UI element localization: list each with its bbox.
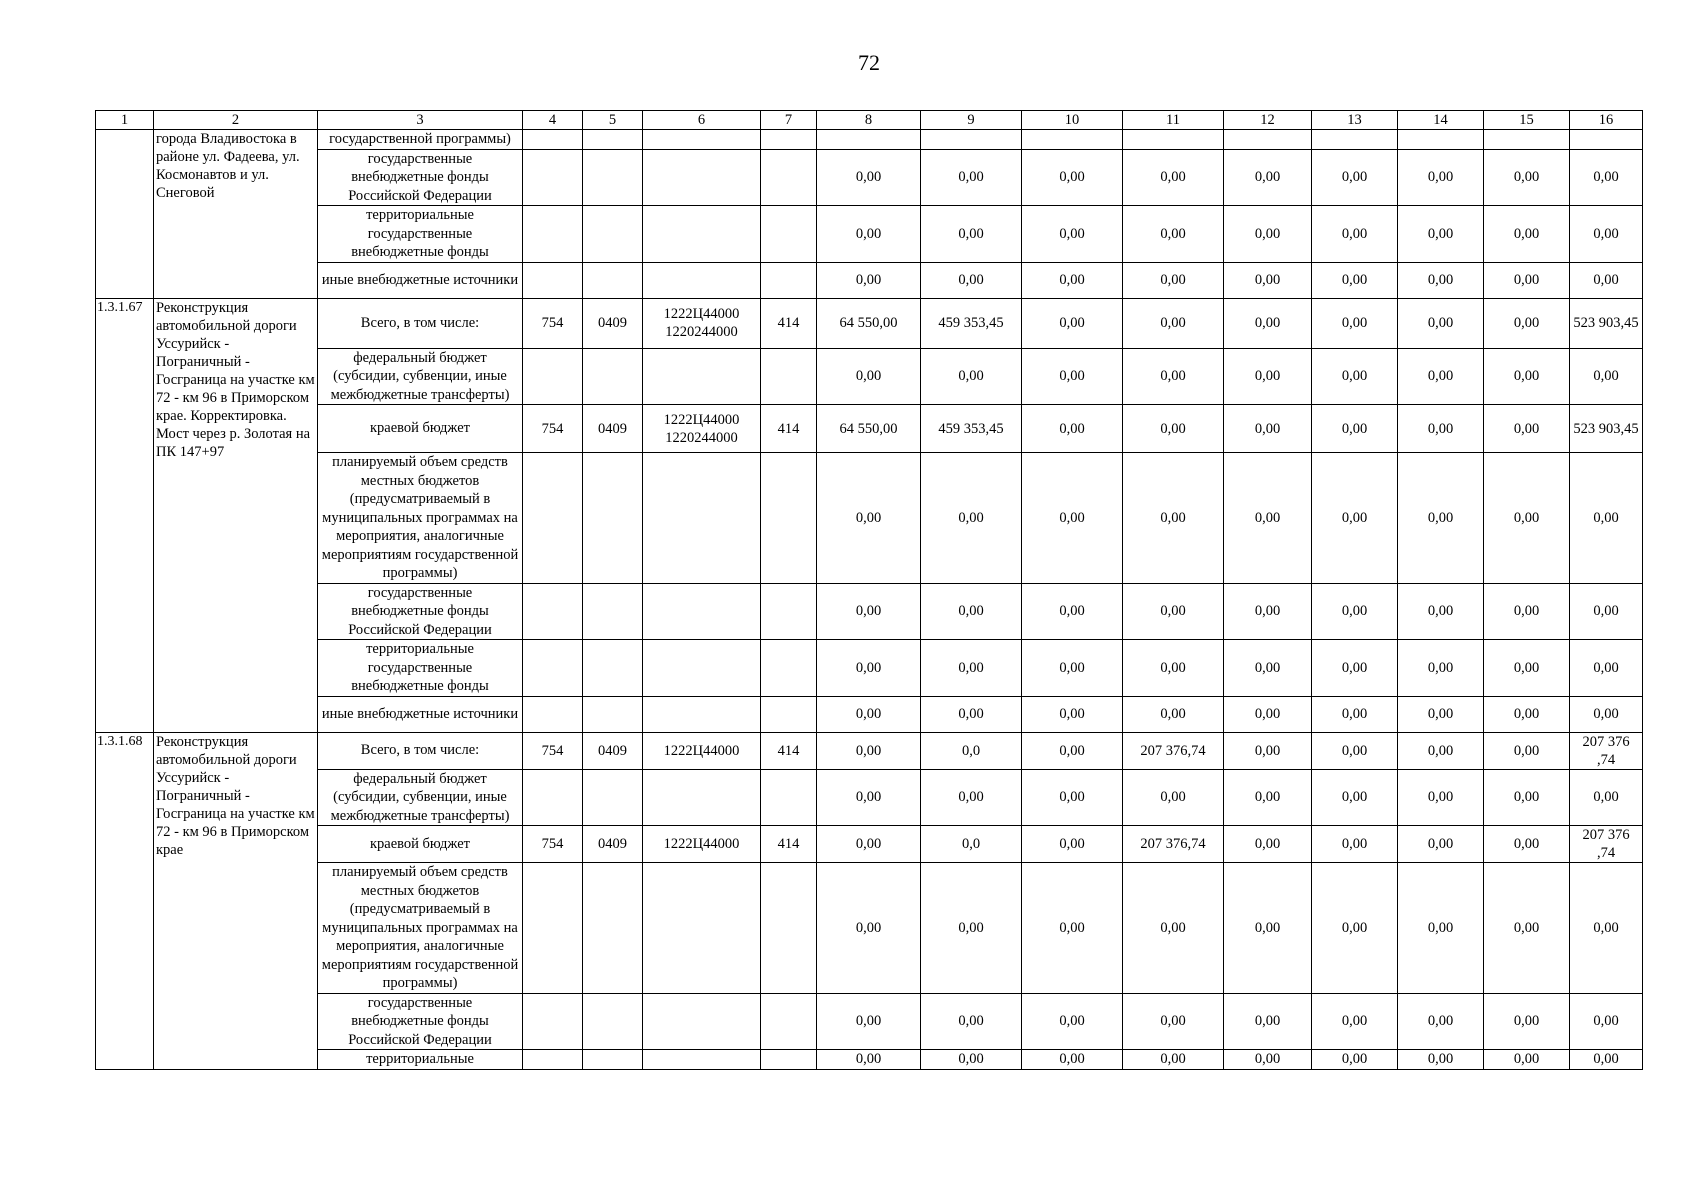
value-col-11: 0,00 (1123, 769, 1224, 826)
value-col-9 (921, 130, 1022, 150)
target-article-code (643, 993, 761, 1050)
value-col-13: 0,00 (1312, 826, 1398, 863)
target-article-code (643, 262, 761, 298)
expense-type-code: 414 (761, 732, 817, 769)
value-col-13 (1312, 130, 1398, 150)
value-col-9: 0,00 (921, 262, 1022, 298)
grbs-code (523, 262, 583, 298)
expense-type-code (761, 348, 817, 405)
value-col-14: 0,00 (1398, 453, 1484, 584)
value-col-11: 0,00 (1123, 640, 1224, 697)
value-col-11 (1123, 130, 1224, 150)
value-col-10: 0,00 (1022, 262, 1123, 298)
target-article-code (643, 130, 761, 150)
value-col-10: 0,00 (1022, 583, 1123, 640)
column-number-12: 12 (1224, 111, 1312, 130)
value-col-15: 0,00 (1484, 1050, 1570, 1070)
table-body (96, 111, 1643, 1070)
value-col-8: 0,00 (817, 1050, 921, 1070)
value-col-16: 207 376 ,74 (1570, 826, 1643, 863)
value-col-10: 0,00 (1022, 206, 1123, 263)
value-col-10: 0,00 (1022, 1050, 1123, 1070)
value-col-14: 0,00 (1398, 405, 1484, 453)
value-col-13: 0,00 (1312, 696, 1398, 732)
funding-source: территориальные государственные внебюджетные фонды (318, 206, 523, 263)
table-row (96, 130, 1643, 150)
target-article-code (643, 583, 761, 640)
target-article-code: 1222Ц44000 1220244000 (643, 298, 761, 348)
value-col-10: 0,00 (1022, 863, 1123, 994)
value-col-13: 0,00 (1312, 1050, 1398, 1070)
value-col-8: 64 550,00 (817, 405, 921, 453)
grbs-code (523, 149, 583, 206)
value-col-14: 0,00 (1398, 826, 1484, 863)
value-col-12: 0,00 (1224, 1050, 1312, 1070)
value-col-8: 0,00 (817, 640, 921, 697)
funding-source: краевой бюджет (318, 405, 523, 453)
value-col-12: 0,00 (1224, 149, 1312, 206)
column-number-9: 9 (921, 111, 1022, 130)
grbs-code (523, 130, 583, 150)
section-code: 0409 (583, 405, 643, 453)
value-col-8: 0,00 (817, 206, 921, 263)
value-col-11: 0,00 (1123, 206, 1224, 263)
target-article-code (643, 696, 761, 732)
value-col-9: 0,00 (921, 453, 1022, 584)
section-code (583, 696, 643, 732)
column-number-13: 13 (1312, 111, 1398, 130)
value-col-16: 0,00 (1570, 348, 1643, 405)
grbs-code (523, 453, 583, 584)
value-col-9: 459 353,45 (921, 298, 1022, 348)
value-col-12: 0,00 (1224, 732, 1312, 769)
target-article-code: 1222Ц44000 1220244000 (643, 405, 761, 453)
column-number-16: 16 (1570, 111, 1643, 130)
grbs-code (523, 583, 583, 640)
value-col-15: 0,00 (1484, 696, 1570, 732)
value-col-11: 0,00 (1123, 405, 1224, 453)
expense-type-code (761, 993, 817, 1050)
header-row (96, 111, 1643, 130)
column-number-5: 5 (583, 111, 643, 130)
grbs-code (523, 348, 583, 405)
value-col-12: 0,00 (1224, 696, 1312, 732)
value-col-9: 0,00 (921, 769, 1022, 826)
table-row (96, 583, 1643, 640)
value-col-15: 0,00 (1484, 993, 1570, 1050)
value-col-14: 0,00 (1398, 640, 1484, 697)
item-id: 1.3.1.68 (96, 732, 154, 1069)
value-col-9: 0,00 (921, 993, 1022, 1050)
value-col-11: 207 376,74 (1123, 732, 1224, 769)
value-col-9: 0,00 (921, 1050, 1022, 1070)
expense-type-code (761, 640, 817, 697)
value-col-13: 0,00 (1312, 453, 1398, 584)
funding-source: краевой бюджет (318, 826, 523, 863)
value-col-8: 0,00 (817, 993, 921, 1050)
item-id: 1.3.1.67 (96, 298, 154, 732)
value-col-10: 0,00 (1022, 298, 1123, 348)
table-row (96, 298, 1643, 348)
section-code (583, 993, 643, 1050)
value-col-13: 0,00 (1312, 640, 1398, 697)
target-article-code (643, 348, 761, 405)
expense-type-code (761, 206, 817, 263)
value-col-12: 0,00 (1224, 405, 1312, 453)
funding-source: иные внебюджетные источники (318, 696, 523, 732)
value-col-8: 0,00 (817, 696, 921, 732)
value-col-12: 0,00 (1224, 769, 1312, 826)
section-code (583, 262, 643, 298)
grbs-code: 754 (523, 405, 583, 453)
value-col-9: 0,00 (921, 149, 1022, 206)
value-col-11: 0,00 (1123, 863, 1224, 994)
column-number-3: 3 (318, 111, 523, 130)
value-col-15: 0,00 (1484, 453, 1570, 584)
column-number-2: 2 (154, 111, 318, 130)
item-id (96, 130, 154, 299)
value-col-16: 0,00 (1570, 583, 1643, 640)
funding-source: планируемый объем средств местных бюджетов (предусматриваемый в муниципальных программах на мероприятия, аналогичные мероприятиям государственной программы) (318, 863, 523, 994)
expense-type-code (761, 453, 817, 584)
value-col-11: 0,00 (1123, 696, 1224, 732)
funding-source: федеральный бюджет (субсидии, субвенции, иные межбюджетные трансферты) (318, 769, 523, 826)
section-code (583, 130, 643, 150)
column-number-4: 4 (523, 111, 583, 130)
target-article-code (643, 769, 761, 826)
section-code (583, 453, 643, 584)
value-col-10: 0,00 (1022, 149, 1123, 206)
grbs-code (523, 769, 583, 826)
value-col-9: 0,00 (921, 348, 1022, 405)
expense-type-code (761, 1050, 817, 1070)
table-row (96, 348, 1643, 405)
value-col-10: 0,00 (1022, 993, 1123, 1050)
value-col-11: 0,00 (1123, 298, 1224, 348)
value-col-14 (1398, 130, 1484, 150)
value-col-15: 0,00 (1484, 863, 1570, 994)
target-article-code: 1222Ц44000 (643, 826, 761, 863)
table-row (96, 826, 1643, 863)
section-code (583, 583, 643, 640)
value-col-8: 0,00 (817, 453, 921, 584)
value-col-16: 0,00 (1570, 149, 1643, 206)
value-col-15: 0,00 (1484, 640, 1570, 697)
value-col-16: 0,00 (1570, 993, 1643, 1050)
value-col-9: 0,00 (921, 863, 1022, 994)
value-col-12 (1224, 130, 1312, 150)
value-col-9: 0,0 (921, 826, 1022, 863)
value-col-8: 0,00 (817, 348, 921, 405)
expense-type-code (761, 696, 817, 732)
column-number-1: 1 (96, 111, 154, 130)
value-col-16: 0,00 (1570, 769, 1643, 826)
section-code: 0409 (583, 826, 643, 863)
value-col-14: 0,00 (1398, 206, 1484, 263)
grbs-code (523, 863, 583, 994)
grbs-code: 754 (523, 826, 583, 863)
column-number-8: 8 (817, 111, 921, 130)
table-row (96, 206, 1643, 263)
target-article-code: 1222Ц44000 (643, 732, 761, 769)
value-col-12: 0,00 (1224, 640, 1312, 697)
expense-type-code (761, 769, 817, 826)
target-article-code (643, 149, 761, 206)
value-col-13: 0,00 (1312, 769, 1398, 826)
value-col-14: 0,00 (1398, 583, 1484, 640)
value-col-11: 0,00 (1123, 993, 1224, 1050)
value-col-10: 0,00 (1022, 453, 1123, 584)
table-row (96, 863, 1643, 994)
funding-source: федеральный бюджет (субсидии, субвенции, иные межбюджетные трансферты) (318, 348, 523, 405)
value-col-16: 0,00 (1570, 206, 1643, 263)
value-col-15: 0,00 (1484, 826, 1570, 863)
table-row (96, 405, 1643, 453)
section-code (583, 640, 643, 697)
value-col-12: 0,00 (1224, 453, 1312, 584)
value-col-10: 0,00 (1022, 696, 1123, 732)
value-col-10: 0,00 (1022, 348, 1123, 405)
value-col-8: 0,00 (817, 732, 921, 769)
target-article-code (643, 640, 761, 697)
value-col-16: 207 376 ,74 (1570, 732, 1643, 769)
target-article-code (643, 1050, 761, 1070)
value-col-15: 0,00 (1484, 405, 1570, 453)
value-col-16: 523 903,45 (1570, 405, 1643, 453)
value-col-14: 0,00 (1398, 149, 1484, 206)
value-col-16: 0,00 (1570, 1050, 1643, 1070)
funding-source: Всего, в том числе: (318, 732, 523, 769)
expense-type-code: 414 (761, 405, 817, 453)
value-col-13: 0,00 (1312, 583, 1398, 640)
value-col-12: 0,00 (1224, 993, 1312, 1050)
grbs-code (523, 1050, 583, 1070)
funding-source: государственные внебюджетные фонды Российской Федерации (318, 993, 523, 1050)
value-col-15: 0,00 (1484, 583, 1570, 640)
value-col-8: 0,00 (817, 863, 921, 994)
funding-source: иные внебюджетные источники (318, 262, 523, 298)
value-col-9: 0,00 (921, 206, 1022, 263)
item-name: города Владивостока в районе ул. Фадеева, ул. Космонавтов и ул. Снеговой (154, 130, 318, 299)
table-row (96, 149, 1643, 206)
value-col-10: 0,00 (1022, 769, 1123, 826)
value-col-9: 0,0 (921, 732, 1022, 769)
value-col-12: 0,00 (1224, 298, 1312, 348)
value-col-12: 0,00 (1224, 863, 1312, 994)
value-col-12: 0,00 (1224, 348, 1312, 405)
value-col-14: 0,00 (1398, 732, 1484, 769)
value-col-9: 0,00 (921, 583, 1022, 640)
item-name: Реконструкция автомобильной дороги Уссурийск - Пограничный - Госграница на участке км 72 - км 96 в Приморском крае (154, 732, 318, 1069)
section-code (583, 149, 643, 206)
table-row (96, 993, 1643, 1050)
table-row (96, 696, 1643, 732)
grbs-code (523, 696, 583, 732)
value-col-12: 0,00 (1224, 206, 1312, 263)
value-col-13: 0,00 (1312, 262, 1398, 298)
value-col-8: 0,00 (817, 149, 921, 206)
value-col-11: 0,00 (1123, 262, 1224, 298)
value-col-8: 0,00 (817, 262, 921, 298)
item-name: Реконструкция автомобильной дороги Уссурийск - Пограничный - Госграница на участке км 72 - км 96 в Приморском крае. Корректировка. Мост через р. Золотая на ПК 147+97 (154, 298, 318, 732)
section-code (583, 348, 643, 405)
value-col-13: 0,00 (1312, 405, 1398, 453)
value-col-15: 0,00 (1484, 348, 1570, 405)
value-col-14: 0,00 (1398, 863, 1484, 994)
value-col-10: 0,00 (1022, 640, 1123, 697)
value-col-15: 0,00 (1484, 769, 1570, 826)
value-col-16: 0,00 (1570, 640, 1643, 697)
funding-source: государственные внебюджетные фонды Российской Федерации (318, 149, 523, 206)
section-code (583, 1050, 643, 1070)
value-col-15: 0,00 (1484, 298, 1570, 348)
value-col-12: 0,00 (1224, 262, 1312, 298)
value-col-16: 523 903,45 (1570, 298, 1643, 348)
value-col-9: 0,00 (921, 640, 1022, 697)
value-col-8: 0,00 (817, 769, 921, 826)
value-col-10: 0,00 (1022, 405, 1123, 453)
table-row (96, 769, 1643, 826)
column-number-6: 6 (643, 111, 761, 130)
target-article-code (643, 863, 761, 994)
table-row (96, 1050, 1643, 1070)
value-col-15: 0,00 (1484, 149, 1570, 206)
section-code: 0409 (583, 732, 643, 769)
column-number-15: 15 (1484, 111, 1570, 130)
value-col-13: 0,00 (1312, 298, 1398, 348)
value-col-14: 0,00 (1398, 348, 1484, 405)
target-article-code (643, 206, 761, 263)
value-col-13: 0,00 (1312, 863, 1398, 994)
value-col-10: 0,00 (1022, 732, 1123, 769)
value-col-14: 0,00 (1398, 993, 1484, 1050)
value-col-13: 0,00 (1312, 732, 1398, 769)
value-col-9: 0,00 (921, 696, 1022, 732)
table-row (96, 262, 1643, 298)
table-row (96, 453, 1643, 584)
grbs-code (523, 206, 583, 263)
grbs-code: 754 (523, 298, 583, 348)
value-col-15: 0,00 (1484, 262, 1570, 298)
value-col-13: 0,00 (1312, 993, 1398, 1050)
grbs-code: 754 (523, 732, 583, 769)
column-number-11: 11 (1123, 111, 1224, 130)
value-col-8 (817, 130, 921, 150)
value-col-16: 0,00 (1570, 863, 1643, 994)
expense-type-code (761, 262, 817, 298)
value-col-11: 0,00 (1123, 1050, 1224, 1070)
value-col-13: 0,00 (1312, 348, 1398, 405)
funding-source: государственной программы) (318, 130, 523, 150)
expense-type-code (761, 583, 817, 640)
funding-source: Всего, в том числе: (318, 298, 523, 348)
value-col-11: 207 376,74 (1123, 826, 1224, 863)
value-col-14: 0,00 (1398, 1050, 1484, 1070)
value-col-9: 459 353,45 (921, 405, 1022, 453)
value-col-11: 0,00 (1123, 348, 1224, 405)
value-col-16 (1570, 130, 1643, 150)
value-col-14: 0,00 (1398, 769, 1484, 826)
grbs-code (523, 993, 583, 1050)
column-number-14: 14 (1398, 111, 1484, 130)
value-col-8: 0,00 (817, 826, 921, 863)
value-col-13: 0,00 (1312, 206, 1398, 263)
expense-type-code (761, 863, 817, 994)
target-article-code (643, 453, 761, 584)
section-code (583, 206, 643, 263)
value-col-12: 0,00 (1224, 583, 1312, 640)
column-number-10: 10 (1022, 111, 1123, 130)
value-col-10: 0,00 (1022, 826, 1123, 863)
value-col-8: 0,00 (817, 583, 921, 640)
funding-source: территориальные (318, 1050, 523, 1070)
value-col-12: 0,00 (1224, 826, 1312, 863)
funding-source: территориальные государственные внебюджетные фонды (318, 640, 523, 697)
budget-table (95, 110, 1643, 1070)
value-col-16: 0,00 (1570, 696, 1643, 732)
funding-source: государственные внебюджетные фонды Российской Федерации (318, 583, 523, 640)
expense-type-code: 414 (761, 298, 817, 348)
value-col-15: 0,00 (1484, 206, 1570, 263)
value-col-14: 0,00 (1398, 262, 1484, 298)
page-number: 72 (858, 50, 880, 75)
funding-source: планируемый объем средств местных бюджетов (предусматриваемый в муниципальных программах на мероприятия, аналогичные мероприятиям государственной программы) (318, 453, 523, 584)
column-number-7: 7 (761, 111, 817, 130)
table-row (96, 640, 1643, 697)
value-col-16: 0,00 (1570, 262, 1643, 298)
value-col-11: 0,00 (1123, 583, 1224, 640)
expense-type-code (761, 149, 817, 206)
value-col-11: 0,00 (1123, 149, 1224, 206)
value-col-11: 0,00 (1123, 453, 1224, 584)
value-col-14: 0,00 (1398, 298, 1484, 348)
table-row (96, 732, 1643, 769)
section-code (583, 769, 643, 826)
value-col-10 (1022, 130, 1123, 150)
expense-type-code: 414 (761, 826, 817, 863)
value-col-15: 0,00 (1484, 732, 1570, 769)
value-col-13: 0,00 (1312, 149, 1398, 206)
value-col-15 (1484, 130, 1570, 150)
value-col-8: 64 550,00 (817, 298, 921, 348)
value-col-16: 0,00 (1570, 453, 1643, 584)
grbs-code (523, 640, 583, 697)
value-col-14: 0,00 (1398, 696, 1484, 732)
section-code (583, 863, 643, 994)
section-code: 0409 (583, 298, 643, 348)
expense-type-code (761, 130, 817, 150)
